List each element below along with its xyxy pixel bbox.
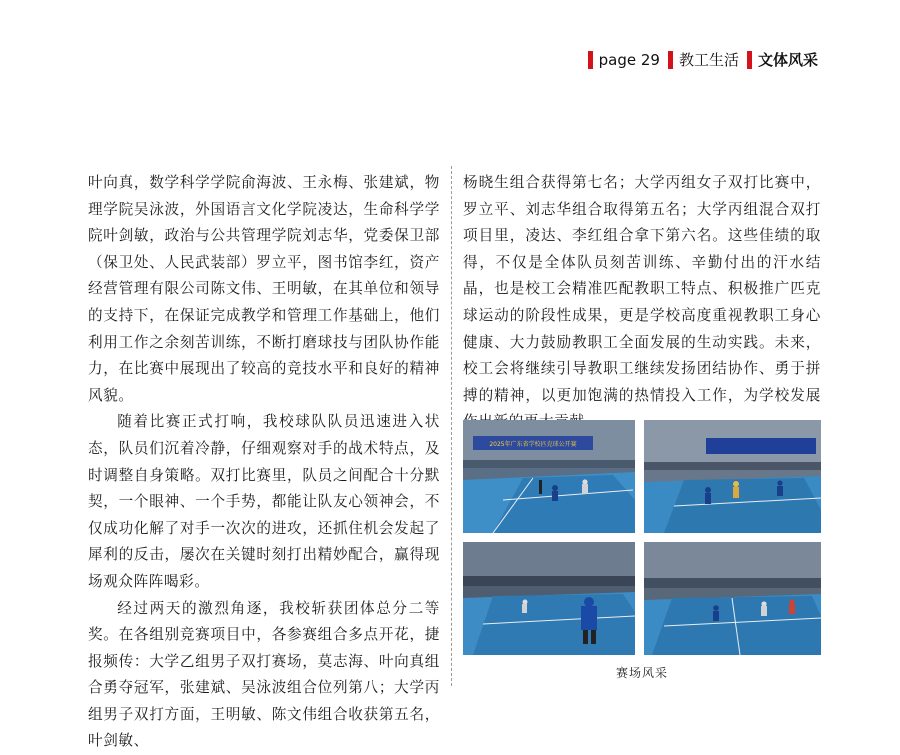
match-photo	[644, 542, 821, 655]
header-accent-bar	[588, 51, 593, 69]
match-photo	[463, 542, 635, 655]
match-photo	[644, 420, 821, 533]
photo-caption: 赛场风采	[463, 664, 821, 681]
left-text-column	[88, 170, 440, 755]
column-divider	[451, 166, 452, 686]
match-photo	[463, 420, 635, 533]
paragraph: 杨晓生组合获得第七名；大学丙组女子双打比赛中，罗立平、刘志华组合取得第五名；大学丙组混合双打项目里，凌达、李红组合拿下第六名。这些佳绩的取得，不仅是全体队员刻苦训练、辛勤付出的汗水结晶，也是校工会精准匹配教职工特点、积极推广匹克球运动的阶段性成果，更是学校高度重视教职工身心健康、大力鼓励教职工全面发展的生动实践。未来，校工会将继续引导教职工继续发扬团结协作、勇于拼搏的精神，以更加饱满的热情投入工作，为学校发展	[463, 170, 821, 436]
subsection-title: 文体风采	[758, 51, 818, 69]
section-title: 教工生活	[679, 51, 739, 69]
page-header	[588, 48, 818, 72]
right-text-column	[463, 170, 821, 436]
paragraph: 随着比赛正式打响，我校球队队员迅速进入状态，队员们沉着冷静，仔细观察对手的战术特点，及时调整自身策略。双打比赛里，队员之间配合十分默契，一个眼神、一个手势，都能让队友心领神会，不仅成功化解了对手一次次的进攻，还抓住机会发起了犀利的反击，屡次在关键时刻打出精妙配合，赢得现场观众阵阵喝彩。	[88, 409, 440, 595]
banner-text: 2025年广东省学校匹克球公开赛	[489, 440, 576, 448]
header-accent-bar	[747, 51, 752, 69]
header-accent-bar	[668, 51, 673, 69]
paragraph: 叶向真，数学科学学院俞海波、王永梅、张建斌，物理学院吴泳波，外国语言文化学院凌达，生命科学学院叶剑敏，政治与公共管理学院刘志华，党委保卫部（保卫处、人民武装部）罗立平，图书馆李红，资产经营管理有限公司陈文伟、王明敏，在其单位和领导的支持下，在保证完成教学和管理工作基础上，他们利用工作之余刻苦训练，不断打磨球技与团队协作能力，在比赛中展现出了较高的竞技水平和良好的精神风貌。	[88, 170, 440, 409]
paragraph: 经过两天的激烈角逐，我校斩获团体总分二等奖。在各组别竞赛项目中，各参赛组合多点开花，捷报频传：大学乙组男子双打赛场，莫志海、叶向真组合勇夺冠军，张建斌、吴泳波组合位列第八；大学丙组男子双打方面，王明敏、陈文伟组合收获第五名，叶剑敏、	[88, 596, 440, 755]
photo-grid	[463, 420, 821, 658]
page-number: page 29	[599, 51, 660, 69]
